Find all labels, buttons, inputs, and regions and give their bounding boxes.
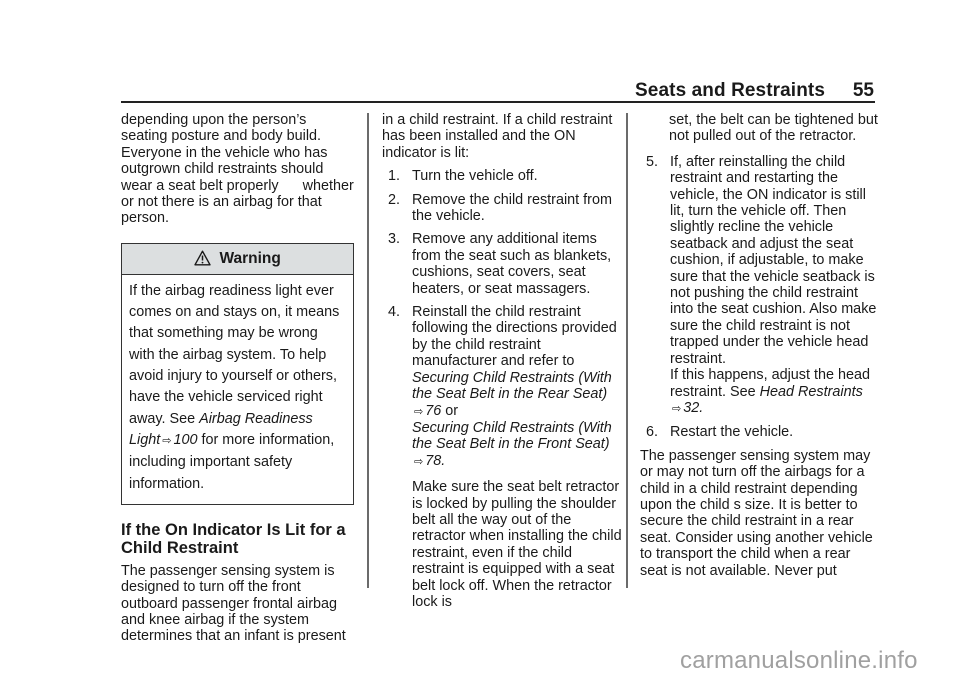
- page-ref-arrow-icon: ⇨: [414, 405, 424, 418]
- ref-end-punct: .: [699, 399, 704, 416]
- step-item: [382, 168, 622, 184]
- step-text: Remove any additional items from the seat such as blankets, cushions, seat covers, seat heaters, or seat massagers.: [412, 231, 612, 297]
- steps-list: [640, 154, 880, 441]
- step-item: [382, 304, 622, 470]
- page-ref-arrow-icon: ⇨: [672, 402, 682, 415]
- ref-page-32[interactable]: 32: [683, 399, 700, 416]
- column-2: [382, 112, 622, 610]
- warning-title: Warning: [219, 249, 281, 267]
- step-number: 4.: [387, 304, 400, 321]
- header-section-title: Seats and Restraints: [635, 80, 825, 101]
- step-number: 5.: [645, 153, 658, 170]
- column-1: [121, 112, 356, 645]
- step-item: [640, 424, 880, 440]
- ref-link-front-seat[interactable]: Securing Child Restraints (With the Seat Belt in the Front Seat): [412, 419, 612, 453]
- ref-page-78[interactable]: 78: [425, 452, 442, 469]
- column-divider-left: [367, 113, 369, 588]
- ref-join-text: or: [441, 402, 459, 419]
- step-text-with-refs: [670, 154, 880, 418]
- header-page-number: 55: [852, 80, 874, 101]
- warning-text: If the airbag readiness light ever comes on and stays on, it means that something may be wrong with the airbag system. To help avoid injury to yourself or others, have the vehicle serviced right away. See: [129, 282, 340, 427]
- step-number: 1.: [387, 168, 400, 185]
- ref-end-punct: .: [441, 452, 446, 469]
- continuation-paragraph: set, the belt can be tightened but not pulled out of the retractor.: [669, 112, 878, 145]
- step-text: Turn the vehicle off.: [412, 168, 538, 185]
- warning-triangle-icon: [194, 250, 219, 267]
- step-text-2: If this happens, adjust the head restraint. See: [670, 367, 871, 400]
- step-text-with-refs: [412, 304, 622, 470]
- section-heading: If the On Indicator Is Lit for a Child Restraint: [121, 520, 346, 557]
- column-divider-right: [626, 113, 628, 588]
- step-item: [382, 231, 622, 297]
- column-3: [640, 112, 880, 579]
- step-item: [382, 192, 622, 225]
- closing-paragraph: The passenger sensing system may or may not turn off the airbags for a child in a child restraint depending upon the child s size. It is better to secure the child restraint in a rear seat. Consider using another vehicle to transport the child when a rear seat is not available. Never put: [640, 447, 873, 579]
- section-paragraph: The passenger sensing system is designed to turn off the front outboard passenger frontal airbag and knee airbag if the system determines that an infant is present: [121, 562, 346, 645]
- warning-ref-link[interactable]: Airbag Readiness Light: [129, 410, 313, 448]
- steps-list: [382, 168, 622, 470]
- ref-page-76[interactable]: 76: [425, 402, 442, 419]
- ref-link-rear-seat[interactable]: Securing Child Restraints (With the Seat Belt in the Rear Seat): [412, 369, 612, 403]
- warning-header: [122, 244, 353, 275]
- step-text: Restart the vehicle.: [670, 424, 794, 441]
- page-ref-arrow-icon: ⇨: [162, 434, 172, 447]
- step-number: 3.: [387, 231, 400, 248]
- warning-ref-page[interactable]: 100: [173, 431, 198, 448]
- step-text: Reinstall the child restraint following the directions provided by the child restraint manufacturer and refer to: [412, 304, 617, 370]
- intro-paragraph: depending upon the person’s seating posture and body build. Everyone in the vehicle who has outgrown child restraints should wear a seat belt properly whether or not there is an airbag for that person.: [121, 112, 358, 227]
- step-item: [640, 154, 880, 418]
- step-number: 2.: [387, 191, 400, 208]
- ref-link-head-restraints[interactable]: Head Restraints: [759, 383, 863, 400]
- warning-box: [121, 243, 354, 505]
- page-ref-arrow-icon: ⇨: [414, 455, 424, 468]
- warning-body: [122, 275, 353, 504]
- watermark: carmanualsonline.info: [680, 647, 918, 674]
- step-text: Remove the child restraint from the vehicle.: [412, 191, 612, 225]
- step4-followup-paragraph: Make sure the seat belt retractor is locked by pulling the shoulder belt all the way out of the retractor when installing the child restraint, even if the child restraint is equipped with a seat belt lock off. When the retractor lock is: [412, 479, 622, 610]
- warning-text-after: for more information, including important safety information.: [129, 431, 335, 492]
- step-text: If, after reinstalling the child restraint and restarting the vehicle, the ON indicator is still lit, turn the vehicle off. Then slightly recline the vehicle seatback and adjust the seat cushion, if adjustable, to make sure that the vehicle seatback is not pushing the child restraint into the seat cushion. Also make sure the child restraint is not trapped under the vehicle head restraint.: [670, 153, 877, 367]
- header-rule: [121, 101, 875, 103]
- step-number: 6.: [645, 424, 658, 441]
- intro-paragraph: in a child restraint. If a child restraint has been installed and the ON indicator is lit:: [382, 112, 613, 161]
